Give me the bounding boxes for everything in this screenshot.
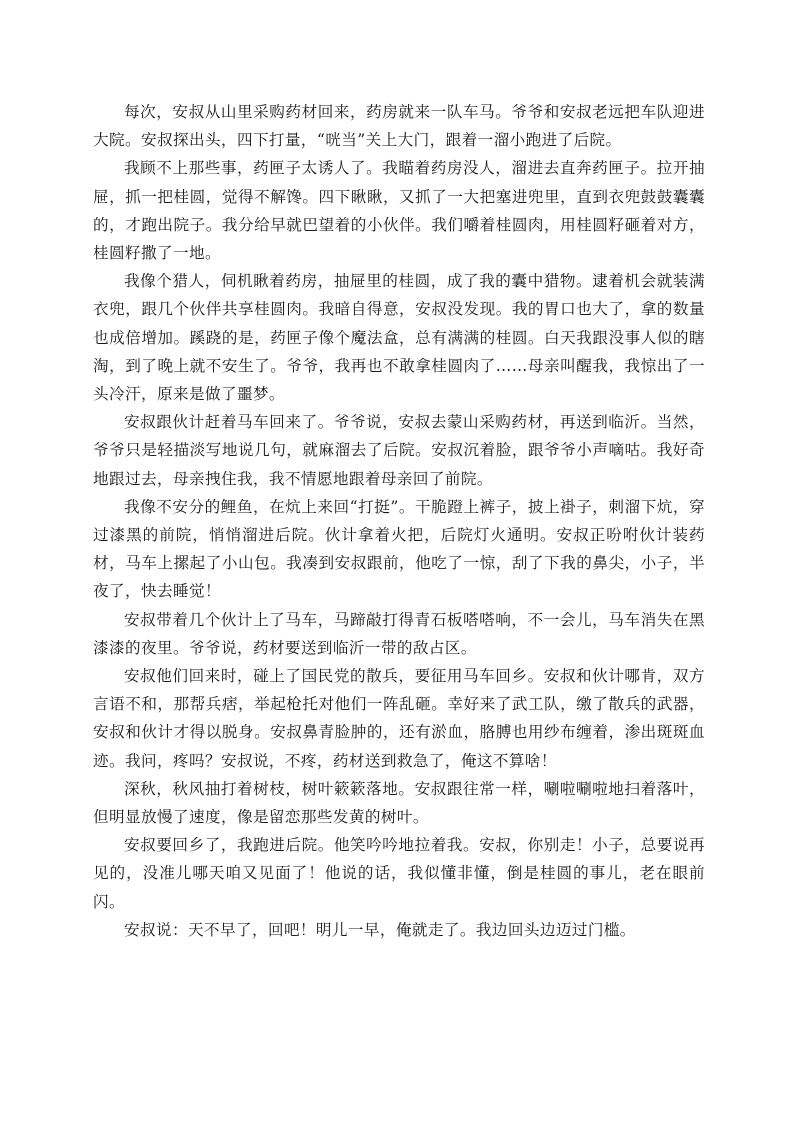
paragraph-5: 我像不安分的鲤鱼，在炕上来回“打挺”。干脆蹬上裤子，披上褂子，刺溜下炕，穿过漆黑的前院，悄悄溜进后院。伙计拿着火把，后院灯火通明。安叔正吩咐伙计装药材，马车上摞起了小山包。我凑到安叔跟前，他吃了一惊，刮了下我的鼻尖，小子，半夜了，快去睡觉！ (93, 497, 705, 601)
paragraph-1: 每次，安叔从山里采购药材回来，药房就来一队车马。爷爷和安叔老远把车队迎进大院。安叔探出头，四下打量，“咣当”关上大门，跟着一溜小跑进了后院。 (93, 103, 705, 150)
paragraph-9: 安叔要回乡了，我跑进后院。他笑吟吟地拉着我。安叔，你别走！小子，总要说再见的，没准儿哪天咱又见面了！他说的话，我似懂非懂，倒是桂圆的事儿，老在眼前闪。 (93, 836, 705, 911)
paragraph-7: 安叔他们回来时，碰上了国民党的散兵，要征用马车回乡。安叔和伙计哪肯，双方言语不和，那帮兵痞，举起枪托对他们一阵乱砸。幸好来了武工队，缴了散兵的武器，安叔和伙计才得以脱身。安叔鼻青脸肿的，还有淤血，胳膊也用纱布缠着，渗出斑斑血迹。我问，疼吗？安叔说，不疼，药材送到救急了，俺这不算啥！ (93, 667, 705, 770)
paragraph-8: 深秋，秋风抽打着树枝，树叶簌簌落地。安叔跟往常一样，唰啦唰啦地扫着落叶，但明显放慢了速度，像是留恋那些发黄的树叶。 (93, 779, 705, 827)
paragraph-6: 安叔带着几个伙计上了马车，马蹄敲打得青石板嗒嗒响，不一会儿，马车消失在黑漆漆的夜里。爷爷说，药材要送到临沂一带的敌占区。 (93, 610, 705, 657)
paragraph-2: 我顾不上那些事，药匣子太诱人了。我瞄着药房没人，溜进去直奔药匣子。拉开抽屉，抓一把桂圆，觉得不解馋。四下瞅瞅，又抓了一大把塞进兜里，直到衣兜鼓鼓囊囊的，才跑出院子。我分给早就巴望着的小伙伴。我们嚼着桂圆肉，用桂圆籽砸着对方，桂圆籽撒了一地。 (93, 159, 705, 263)
paragraph-3: 我像个猎人，伺机瞅着药房，抽屉里的桂圆，成了我的囊中猎物。逮着机会就装满衣兜，跟几个伙伴共享桂圆肉。我暗自得意，安叔没发现。我的胃口也大了，拿的数量也成倍增加。蹊跷的是，药匣子像个魔法盒，总有满满的桂圆。白天我跟没事人似的瞎淘，到了晚上就不安生了。爷爷，我再也不敢拿桂圆肉了……母亲叫醒我，我惊出了一头冷汗，原来是做了噩梦。 (93, 272, 705, 404)
paragraph-4: 安叔跟伙计赶着马车回来了。爷爷说，安叔去蒙山采购药材，再送到临沂。当然，爷爷只是轻描淡写地说几句，就麻溜去了后院。安叔沉着脸，跟爷爷小声嘀咕。我好奇地跟过去，母亲拽住我，我不情愿地跟着母亲回了前院。 (93, 413, 705, 488)
paragraph-10: 安叔说：天不早了，回吧！明儿一早，俺就走了。我边回头边迈过门槛。 (124, 920, 636, 939)
document-body (93, 98, 705, 944)
